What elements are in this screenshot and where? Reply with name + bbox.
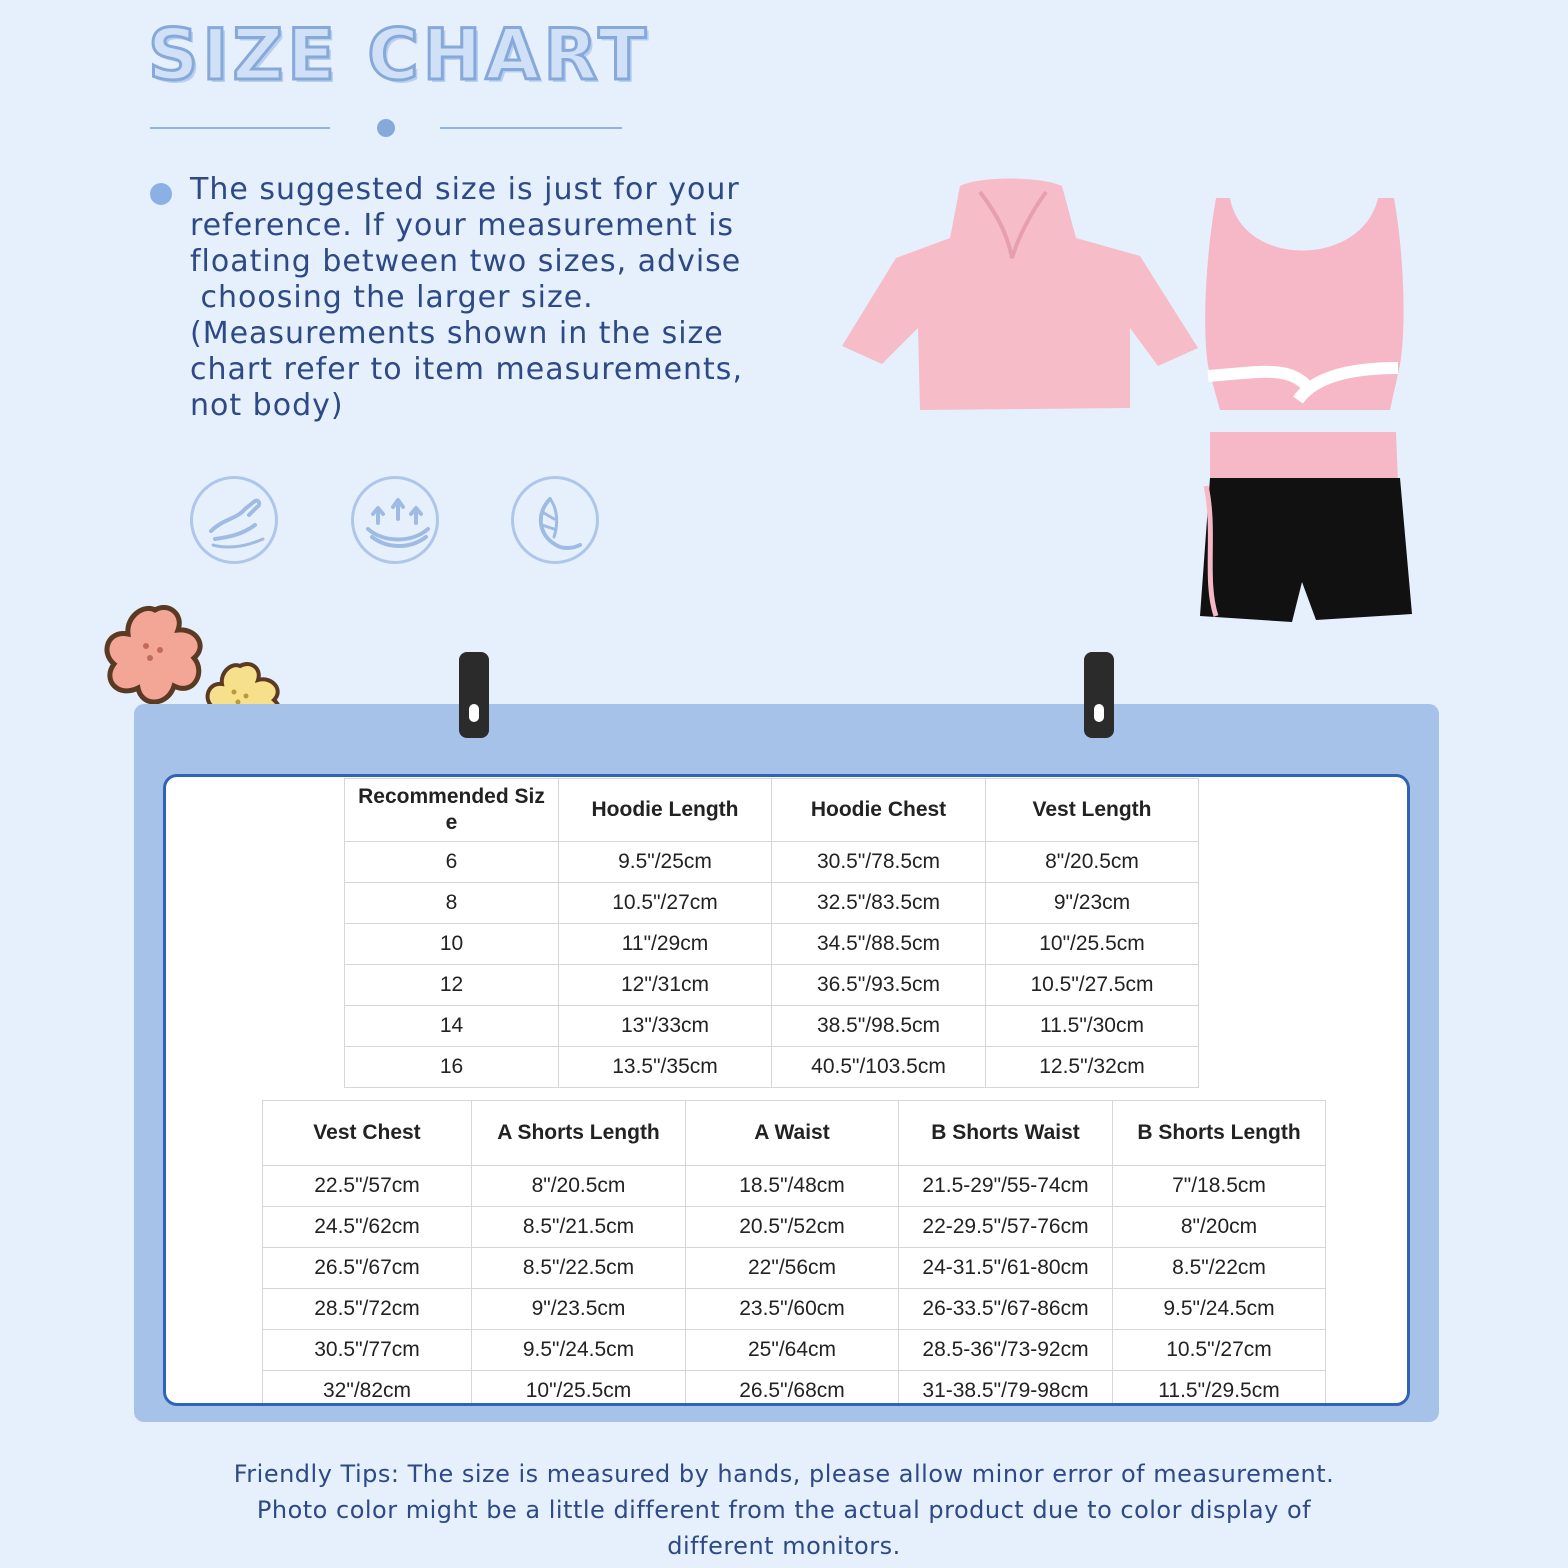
table-header: B Shorts Length: [1113, 1101, 1326, 1166]
table-cell: 16: [345, 1047, 559, 1088]
tips-line: Friendly Tips: The size is measured by hands, please allow minor error of measurement.: [233, 1460, 1335, 1488]
table-cell: 24.5"/62cm: [263, 1207, 472, 1248]
note-line: not body): [190, 388, 344, 423]
table-cell: 34.5"/88.5cm: [772, 924, 986, 965]
table-cell: 8: [345, 883, 559, 924]
table-row: [263, 1248, 1326, 1289]
table-row: [263, 1330, 1326, 1371]
table-cell: 25"/64cm: [686, 1330, 899, 1371]
table-cell: 9.5"/24.5cm: [1113, 1289, 1326, 1330]
table-cell: 10"/25.5cm: [472, 1371, 686, 1407]
table-cell: 18.5"/48cm: [686, 1166, 899, 1207]
table-cell: 6: [345, 842, 559, 883]
table-cell: 26.5"/67cm: [263, 1248, 472, 1289]
table-cell: 28.5"/72cm: [263, 1289, 472, 1330]
bullet-dot: [150, 183, 172, 205]
table-cell: 8"/20cm: [1113, 1207, 1326, 1248]
table-cell: 10: [345, 924, 559, 965]
table-cell: 40.5"/103.5cm: [772, 1047, 986, 1088]
table-cell: 23.5"/60cm: [686, 1289, 899, 1330]
tips-line: different monitors.: [667, 1532, 901, 1560]
friendly-tips: [134, 1456, 1434, 1564]
table-cell: 8.5"/21.5cm: [472, 1207, 686, 1248]
table-cell: 9.5"/24.5cm: [472, 1330, 686, 1371]
shorts-image: [1196, 430, 1412, 626]
size-table-bottom: [262, 1100, 1326, 1406]
table-cell: 12.5"/32cm: [986, 1047, 1199, 1088]
table-cell: 8.5"/22.5cm: [472, 1248, 686, 1289]
pink-flower-sticker: [98, 600, 213, 712]
note-line: choosing the larger size.: [190, 280, 594, 315]
table-row: [263, 1166, 1326, 1207]
table-cell: 30.5"/78.5cm: [772, 842, 986, 883]
table-cell: 22.5"/57cm: [263, 1166, 472, 1207]
hand-care-icon: [190, 476, 278, 564]
table-row: [345, 842, 1199, 883]
table-cell: 9"/23cm: [986, 883, 1199, 924]
table-cell: 30.5"/77cm: [263, 1330, 472, 1371]
table-cell: 11.5"/30cm: [986, 1006, 1199, 1047]
table-cell: 36.5"/93.5cm: [772, 965, 986, 1006]
table-cell: 13.5"/35cm: [559, 1047, 772, 1088]
size-table-top: [344, 778, 1199, 1088]
table-cell: 11.5"/29.5cm: [1113, 1371, 1326, 1407]
table-cell: 9"/23.5cm: [472, 1289, 686, 1330]
table-cell: 32.5"/83.5cm: [772, 883, 986, 924]
table-header: B Shorts Waist: [899, 1101, 1113, 1166]
table-header: Hoodie Length: [559, 779, 772, 842]
table-cell: 14: [345, 1006, 559, 1047]
table-row: [345, 924, 1199, 965]
table-cell: 24-31.5"/61-80cm: [899, 1248, 1113, 1289]
table-cell: 12"/31cm: [559, 965, 772, 1006]
table-header: Recommended Siz e: [345, 779, 559, 842]
table-row: [263, 1207, 1326, 1248]
table-header: Vest Length: [986, 779, 1199, 842]
note-line: The suggested size is just for your: [190, 172, 740, 207]
table-cell: 8.5"/22cm: [1113, 1248, 1326, 1289]
table-cell: 22-29.5"/57-76cm: [899, 1207, 1113, 1248]
table-row: [345, 1006, 1199, 1047]
size-note: [190, 172, 850, 424]
note-line: (Measurements shown in the size: [190, 316, 724, 351]
note-line: chart refer to item measurements,: [190, 352, 743, 387]
table-cell: 21.5-29"/55-74cm: [899, 1166, 1113, 1207]
stretch-arrows-icon: [351, 476, 439, 564]
board-clip-right: [1084, 652, 1114, 738]
table-cell: 13"/33cm: [559, 1006, 772, 1047]
table-row: [263, 1371, 1326, 1407]
table-row: [263, 1289, 1326, 1330]
table-cell: 38.5"/98.5cm: [772, 1006, 986, 1047]
note-line: floating between two sizes, advise: [190, 244, 742, 279]
table-cell: 10"/25.5cm: [986, 924, 1199, 965]
table-row: [345, 883, 1199, 924]
board-clip-left: [459, 652, 489, 738]
table-cell: 20.5"/52cm: [686, 1207, 899, 1248]
table-cell: 31-38.5"/79-98cm: [899, 1371, 1113, 1407]
page-title: SIZE CHART: [148, 14, 651, 96]
table-row: [345, 1047, 1199, 1088]
table-cell: 22"/56cm: [686, 1248, 899, 1289]
table-cell: 11"/29cm: [559, 924, 772, 965]
table-cell: 9.5"/25cm: [559, 842, 772, 883]
table-cell: 12: [345, 965, 559, 1006]
table-cell: 32"/82cm: [263, 1371, 472, 1407]
table-row: [345, 965, 1199, 1006]
table-cell: 10.5"/27cm: [559, 883, 772, 924]
note-line: reference. If your measurement is: [190, 208, 735, 243]
table-cell: 26-33.5"/67-86cm: [899, 1289, 1113, 1330]
vest-image: [1202, 196, 1408, 414]
table-cell: 8"/20.5cm: [986, 842, 1199, 883]
table-header: Hoodie Chest: [772, 779, 986, 842]
table-header: A Shorts Length: [472, 1101, 686, 1166]
divider-right: [440, 127, 622, 129]
table-cell: 26.5"/68cm: [686, 1371, 899, 1407]
table-cell: 10.5"/27cm: [1113, 1330, 1326, 1371]
table-header: Vest Chest: [263, 1101, 472, 1166]
size-table-panel: [163, 774, 1410, 1406]
divider-left: [150, 127, 330, 129]
table-cell: 28.5-36"/73-92cm: [899, 1330, 1113, 1371]
table-cell: 10.5"/27.5cm: [986, 965, 1199, 1006]
divider-dot: [377, 119, 395, 137]
table-cell: 7"/18.5cm: [1113, 1166, 1326, 1207]
hoodie-image: [840, 178, 1200, 412]
table-cell: 8"/20.5cm: [472, 1166, 686, 1207]
tips-line: Photo color might be a little different from the actual product due to color display of: [256, 1496, 1312, 1524]
table-header: A Waist: [686, 1101, 899, 1166]
feather-soft-icon: [511, 476, 599, 564]
